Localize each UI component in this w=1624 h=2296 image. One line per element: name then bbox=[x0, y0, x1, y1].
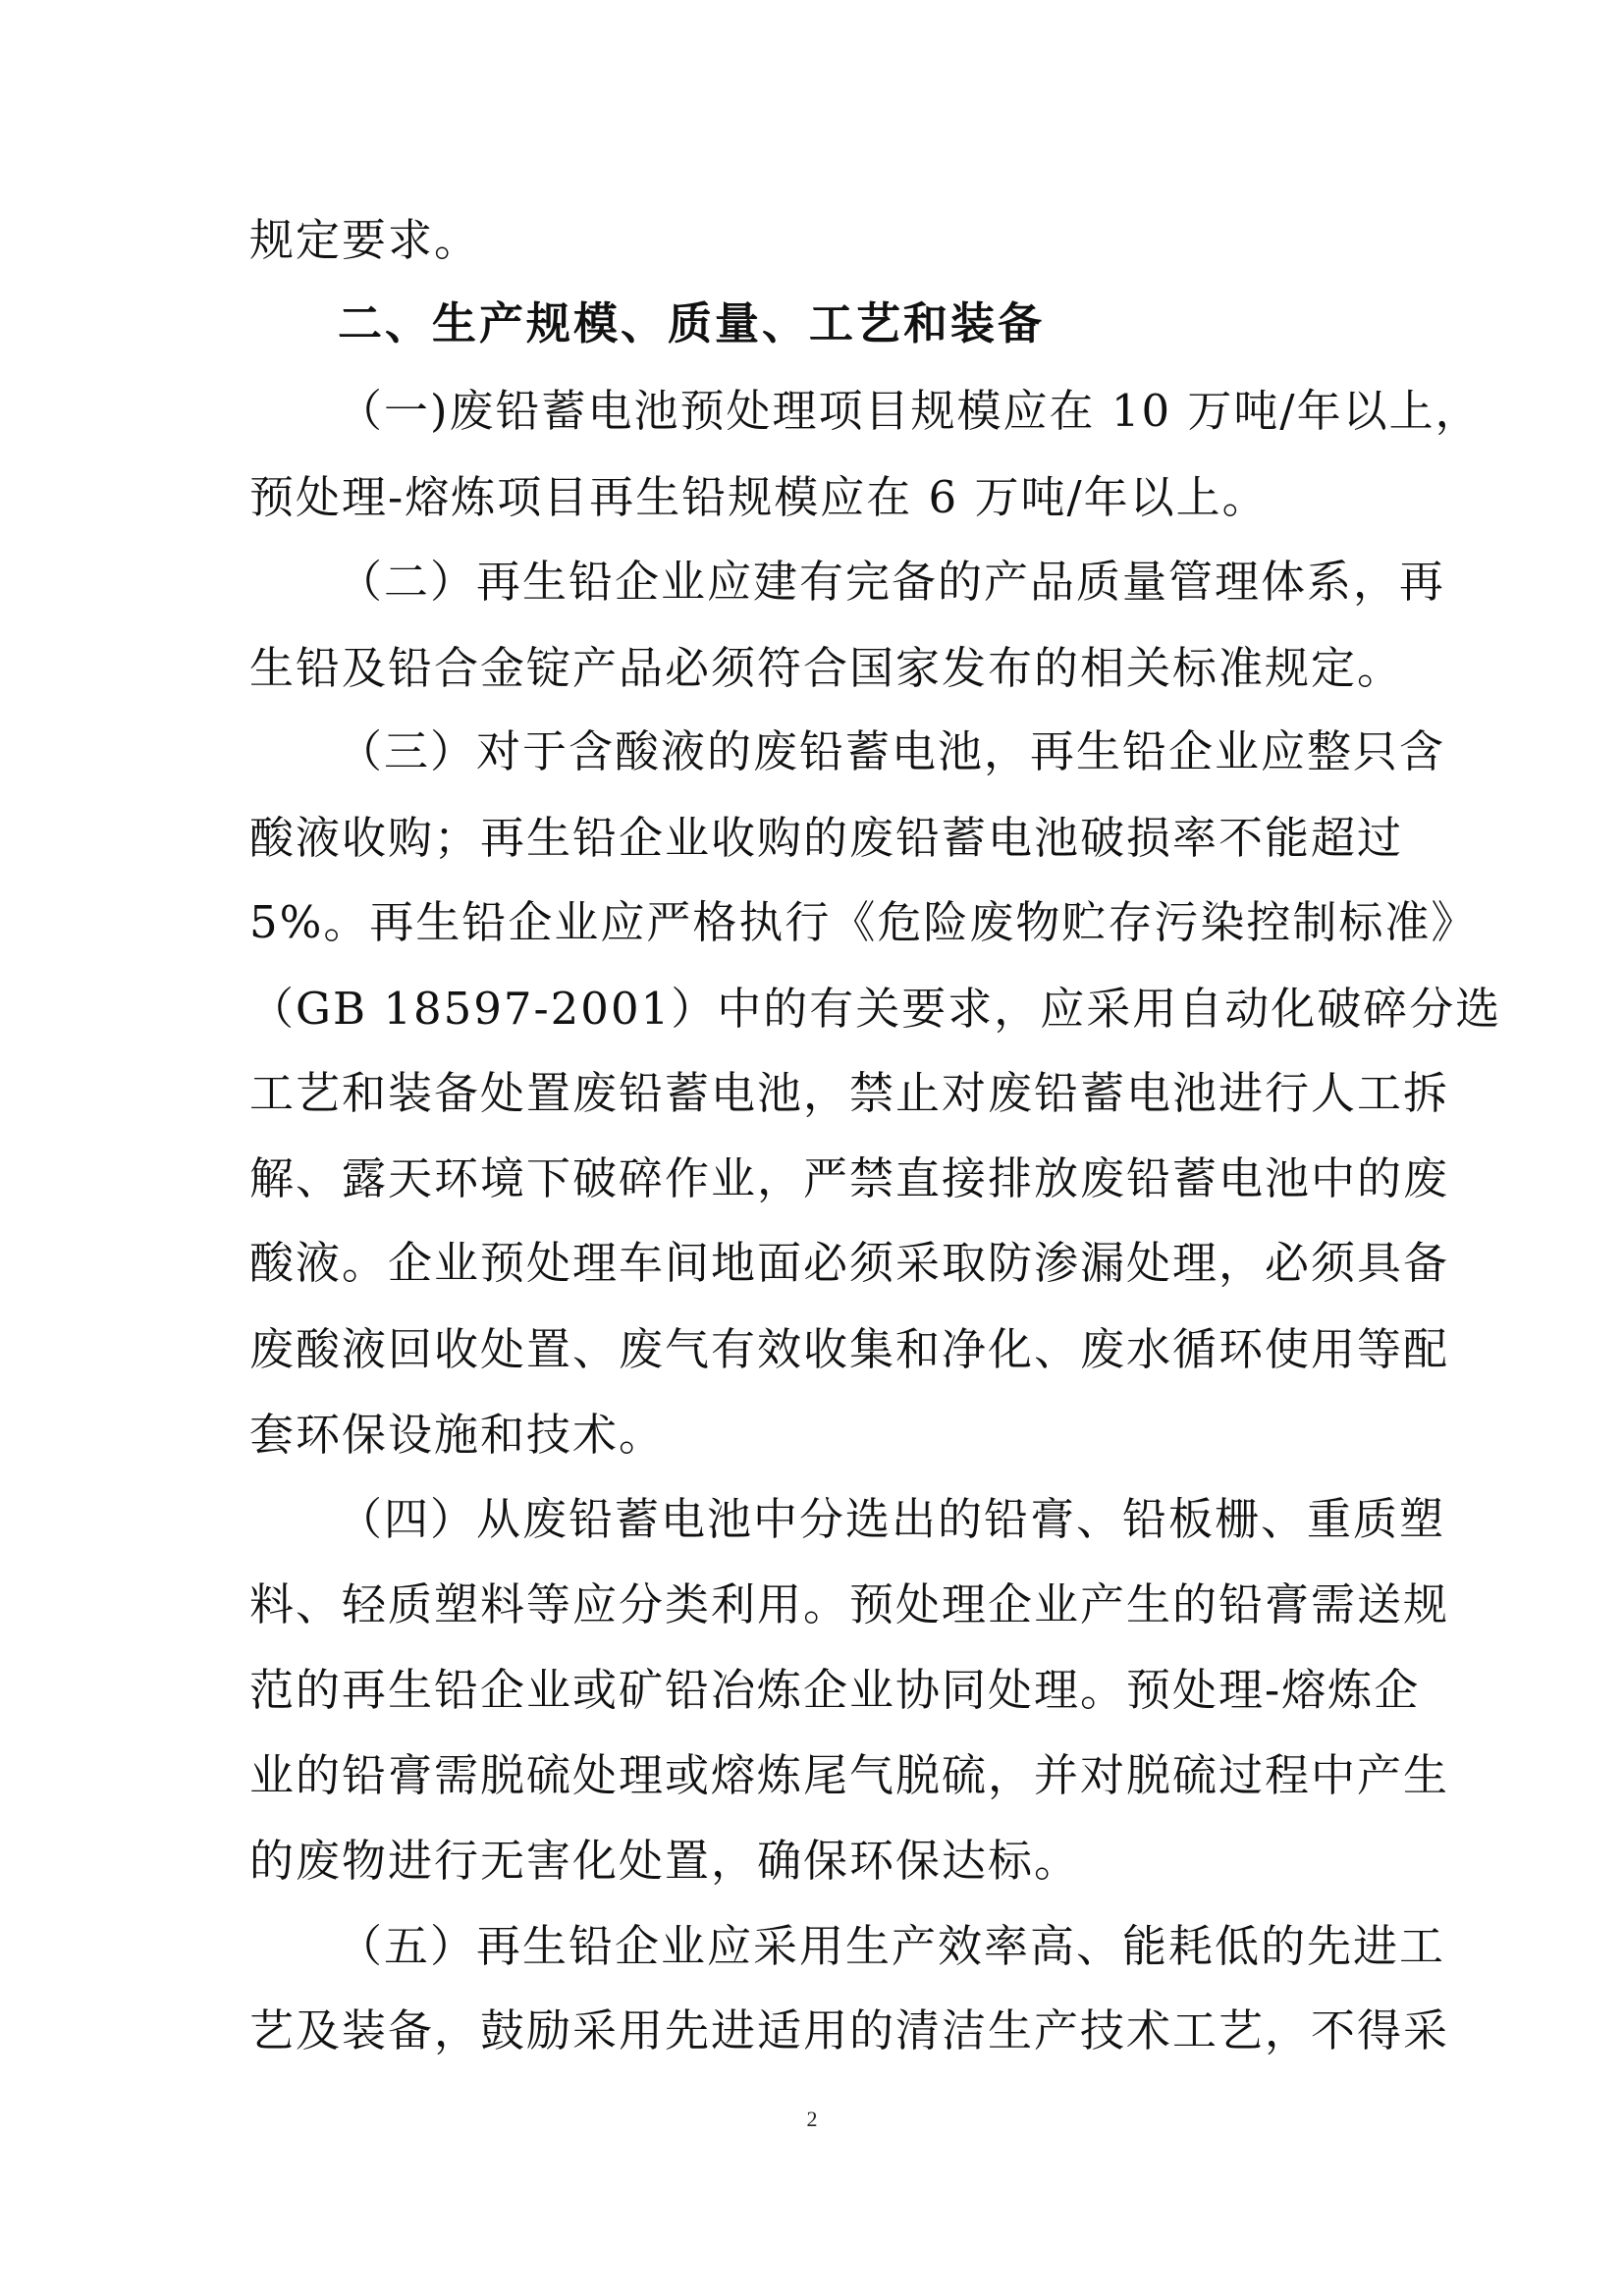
text-line: 解、露天环境下破碎作业，严禁直接排放废铅蓄电池中的废 bbox=[249, 1152, 1450, 1204]
text-line: （五）再生铅企业应采用生产效率高、能耗低的先进工 bbox=[338, 1920, 1446, 1972]
text-line: 工艺和装备处置废铅蓄电池，禁止对废铅蓄电池进行人工拆 bbox=[249, 1067, 1450, 1119]
text-line: （二）再生铅企业应建有完备的产品质量管理体系，再 bbox=[338, 556, 1446, 608]
text-line: 规定要求。 bbox=[249, 214, 481, 266]
text-line: 废酸液回收处置、废气有效收集和净化、废水循环使用等配 bbox=[249, 1323, 1450, 1375]
text-line: 套环保设施和技术。 bbox=[249, 1409, 666, 1461]
text-line: 业的铅膏需脱硫处理或熔炼尾气脱硫，并对脱硫过程中产生 bbox=[249, 1749, 1450, 1801]
text-line: （四）从废铅蓄电池中分选出的铅膏、铅板栅、重质塑 bbox=[338, 1493, 1446, 1545]
text-line: 5%。再生铅企业应严格执行《危险废物贮存污染控制标准》 bbox=[249, 896, 1478, 948]
text-line: 料、轻质塑料等应分类利用。预处理企业产生的铅膏需送规 bbox=[249, 1578, 1450, 1630]
text-line: （GB 18597-2001）中的有关要求，应采用自动化破碎分选 bbox=[249, 983, 1502, 1035]
page-number: 2 bbox=[806, 2107, 818, 2131]
text-line: 范的再生铅企业或矿铅冶炼企业协同处理。预处理-熔炼企 bbox=[249, 1664, 1421, 1716]
text-line: （三）对于含酸液的废铅蓄电池，再生铅企业应整只含 bbox=[338, 725, 1446, 777]
text-line: 的废物进行无害化处置，确保环保达标。 bbox=[249, 1835, 1081, 1887]
text-line: 生铅及铅合金锭产品必须符合国家发布的相关标准规定。 bbox=[249, 642, 1404, 694]
text-line: 预处理-熔炼项目再生铅规模应在 6 万吨/年以上。 bbox=[249, 471, 1269, 523]
text-line: （一)废铅蓄电池预处理项目规模应在 10 万吨/年以上， bbox=[338, 385, 1482, 437]
text-line: 酸液。企业预处理车间地面必须采取防渗漏处理，必须具备 bbox=[249, 1237, 1450, 1289]
text-line: 艺及装备，鼓励采用先进适用的清洁生产技术工艺，不得采 bbox=[249, 2004, 1450, 2056]
section-heading: 二、生产规模、质量、工艺和装备 bbox=[338, 297, 1046, 349]
text-line: 酸液收购；再生铅企业收购的废铅蓄电池破损率不能超过 bbox=[249, 812, 1404, 864]
